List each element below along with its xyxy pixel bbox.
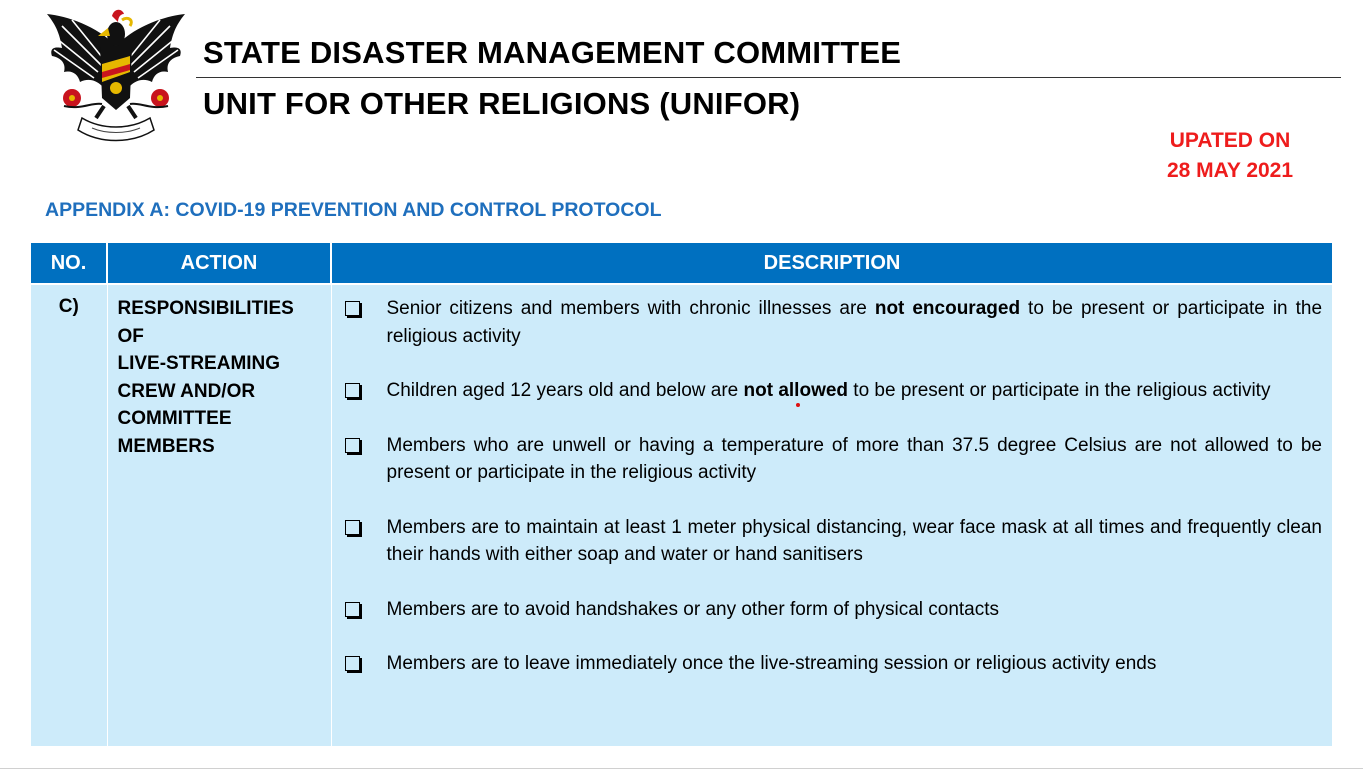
item-text: Members are to leave immediately once the live-streaming session or religious activity ends <box>386 653 1157 674</box>
checkbox-bullet-icon <box>345 520 360 535</box>
page-bottom-border <box>0 768 1363 769</box>
row-description <box>331 284 1332 746</box>
cursor-dot <box>796 403 800 407</box>
checkbox-bullet-icon <box>345 602 360 617</box>
appendix-heading: APPENDIX A: COVID-19 PREVENTION AND CONTROL PROTOCOL <box>45 199 662 221</box>
row-action <box>107 284 331 746</box>
column-header-no: NO. <box>31 243 107 284</box>
action-line: RESPONSIBILITIES OF <box>117 298 294 347</box>
item-text: Children aged 12 years old and below are <box>386 380 744 401</box>
checkbox-bullet-icon <box>345 301 360 316</box>
list-item <box>332 514 1323 569</box>
list-item <box>332 295 1323 350</box>
updated-label: UPATED ON <box>1169 129 1291 152</box>
list-item <box>332 596 1323 624</box>
protocol-table <box>31 243 1332 746</box>
unit-title: UNIT FOR OTHER RELIGIONS (UNIFOR) <box>203 86 801 121</box>
row-number: C) <box>31 284 107 746</box>
committee-title: STATE DISASTER MANAGEMENT COMMITTEE <box>203 35 902 70</box>
checkbox-bullet-icon <box>345 438 360 453</box>
list-item <box>332 377 1323 405</box>
action-line: LIVE-STREAMING <box>117 353 281 374</box>
item-emphasis: not encouraged <box>874 298 1021 319</box>
table-header-row <box>31 243 1332 284</box>
header-divider <box>196 77 1341 78</box>
action-line: CREW AND/OR <box>117 380 256 402</box>
state-crest-logo <box>42 6 190 152</box>
updated-date: 28 MAY 2021 <box>1166 159 1294 182</box>
action-line: MEMBERS <box>117 435 215 457</box>
item-text: Members who are unwell or having a temperature of more than 37.5 degree Celsius are not allowed to be present or participate in the religious activity <box>386 434 1322 483</box>
item-text: Members are to avoid handshakes or any other form of physical contacts <box>386 598 1000 620</box>
item-text: to be present or participate in the religious activity <box>386 298 1323 347</box>
action-line: COMMITTEE <box>117 408 232 429</box>
checkbox-bullet-icon <box>345 656 360 671</box>
column-header-action: ACTION <box>107 243 331 284</box>
checkbox-bullet-icon <box>345 383 360 398</box>
item-emphasis: not allowed <box>743 380 849 401</box>
list-item <box>332 650 1323 678</box>
item-text: Senior citizens and members with chronic illnesses are <box>386 298 875 319</box>
description-list <box>332 295 1323 678</box>
column-header-description: DESCRIPTION <box>331 243 1332 284</box>
table-row <box>31 284 1332 746</box>
item-text: to be present or participate in the religious activity <box>848 380 1271 401</box>
item-text: Members are to maintain at least 1 meter physical distancing, wear face mask at all times and frequently clean their hands with either soap and water or hand sanitisers <box>386 516 1322 565</box>
list-item <box>332 432 1323 487</box>
